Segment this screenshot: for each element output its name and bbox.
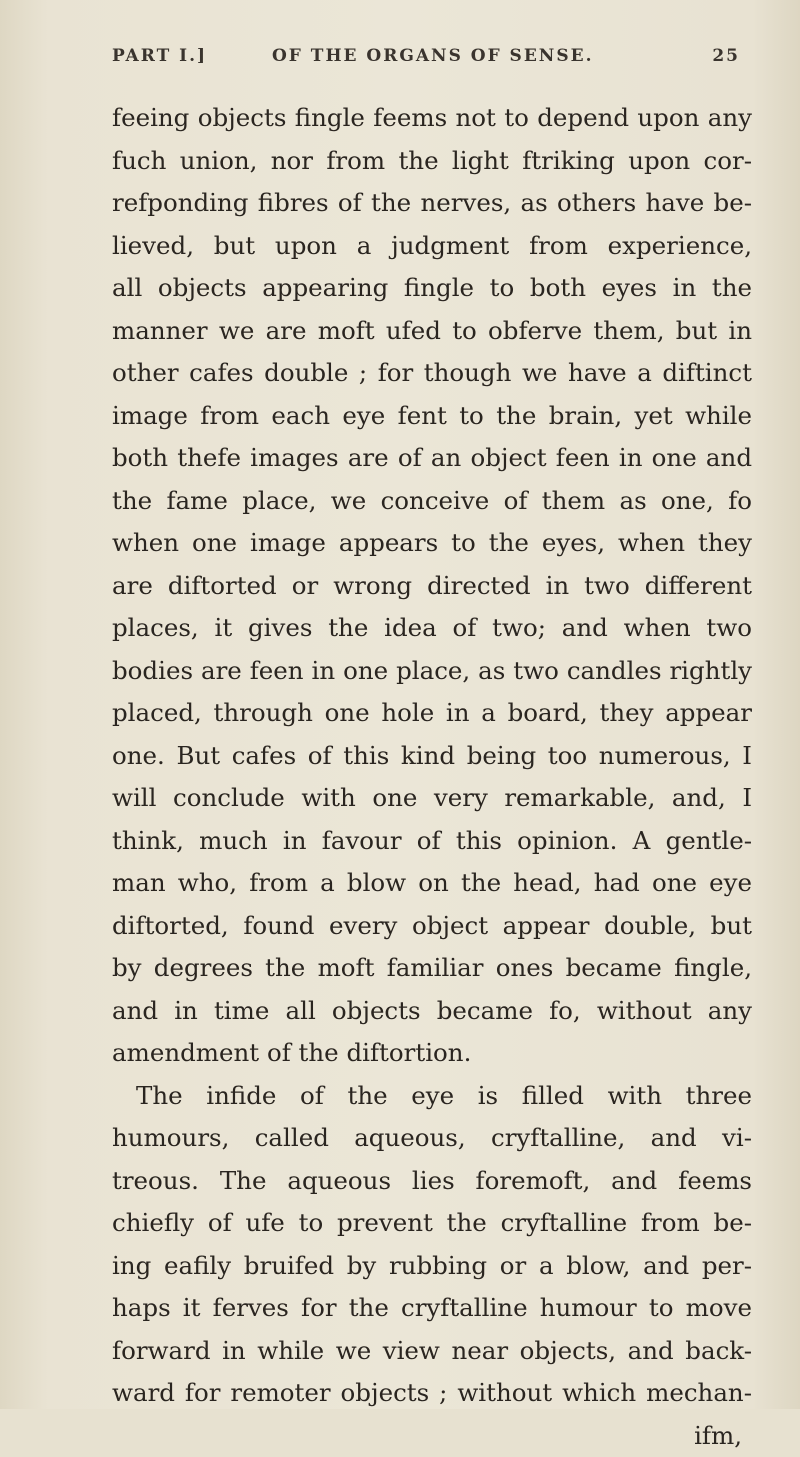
text-line: amendment of the diftortion. bbox=[112, 1032, 752, 1075]
body-text bbox=[112, 97, 752, 1457]
text-line: both thefe images are of an object feen in one and bbox=[112, 437, 752, 480]
text-line: will conclude with one very remarkable, and, I bbox=[112, 777, 752, 820]
text-line: treous. The aqueous lies foremoft, and feems bbox=[112, 1160, 752, 1203]
text-line: when one image appears to the eyes, when they bbox=[112, 522, 752, 565]
text-line: refponding fibres of the nerves, as others have be- bbox=[112, 182, 752, 225]
text-line: humours, called aqueous, cryftalline, and vi- bbox=[112, 1117, 752, 1160]
part-label: PART I.] bbox=[112, 46, 207, 66]
text-line: lieved, but upon a judgment from experience, bbox=[112, 225, 752, 268]
text-line: ward for remoter objects ; without which mechan- bbox=[112, 1372, 752, 1415]
text-line: man who, from a blow on the head, had one eye bbox=[112, 862, 752, 905]
text-line: other cafes double ; for though we have a diftinct bbox=[112, 352, 752, 395]
text-line: forward in while we view near objects, and back- bbox=[112, 1330, 752, 1373]
text-line: ifm, bbox=[112, 1415, 752, 1457]
text-line: manner we are moft ufed to obferve them, but in bbox=[112, 310, 752, 353]
text-line: placed, through one hole in a board, they appear bbox=[112, 692, 752, 735]
text-line: bodies are feen in one place, as two candles rightly bbox=[112, 650, 752, 693]
text-line: diftorted, found every object appear double, but bbox=[112, 905, 752, 948]
text-line: haps it ferves for the cryftalline humour to move bbox=[112, 1287, 752, 1330]
text-line: image from each eye fent to the brain, yet while bbox=[112, 395, 752, 438]
text-line: the fame place, we conceive of them as one, fo bbox=[112, 480, 752, 523]
text-line: chiefly of ufe to prevent the cryftalline from be- bbox=[112, 1202, 752, 1245]
text-line: The infide of the eye is filled with three bbox=[112, 1075, 752, 1118]
text-line: by degrees the moft familiar ones became fingle, bbox=[112, 947, 752, 990]
text-line: and in time all objects became fo, without any bbox=[112, 990, 752, 1033]
text-line: all objects appearing fingle to both eyes in the bbox=[112, 267, 752, 310]
running-header bbox=[112, 46, 740, 80]
text-line: one. But cafes of this kind being too numerous, I bbox=[112, 735, 752, 778]
text-line: fuch union, nor from the light ftriking upon cor- bbox=[112, 140, 752, 183]
text-line: think, much in favour of this opinion. A gentle- bbox=[112, 820, 752, 863]
text-line: feeing objects fingle feems not to depend upon any bbox=[112, 97, 752, 140]
chapter-title: OF THE ORGANS OF SENSE. bbox=[272, 46, 594, 66]
page-number: 25 bbox=[712, 46, 740, 66]
text-line: places, it gives the idea of two; and when two bbox=[112, 607, 752, 650]
text-line: ing eafily bruifed by rubbing or a blow, and per- bbox=[112, 1245, 752, 1288]
text-line: are diftorted or wrong directed in two different bbox=[112, 565, 752, 608]
